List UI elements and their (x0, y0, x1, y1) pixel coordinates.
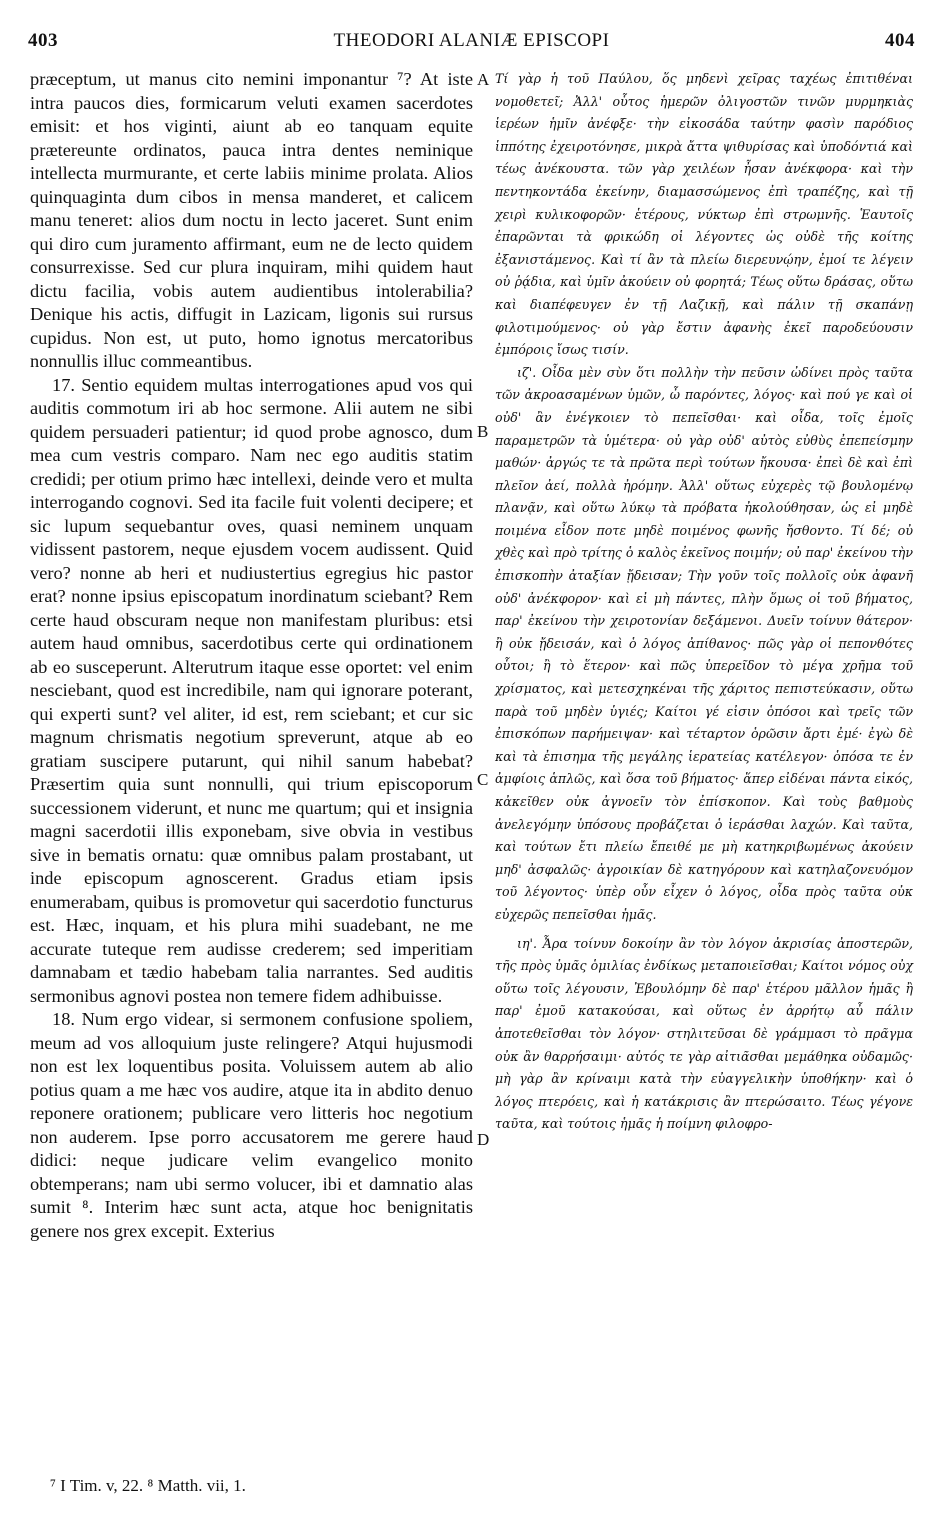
right-page-number: 404 (885, 30, 915, 51)
latin-paragraph-17: 17. Sentio equidem multas interrogationes apud vos qui auditis commotum iri ab hoc sermone. Alii autem ne sibi quidem persuaderi patientur; id quod probe agnosco, dum mea cum vestris comparo. Nam nec ego auditis statim credidi; per otium primo hæc intellexi, deinde vero et multa interrogando cognovi. Sed ita facile fuit volenti decipere; et sic lupum sequebantur oves, quasi neminem unquam vidissent pastorem, neque ejusdem vocem audissent. Quid vero? nonne ab heri et nudiustertius egregius hic pastor erat? nonne ipsius episcopatum inordinatum sciebant? Rem certe haud obscuram neque non manifestam pluribus: etsi autem haud omnibus, sacerdotibus certe qui ordinationem ab eo susceperunt. Alterutrum itaque esse oportet: vel enim nesciebant, quod est incredibile, nam qui ignorare poterant, qui experti sunt? vel aliter, id est, rem sciebant; et cur sic magnum chrismatis negotium spreverunt, atque ab eo gratiam suscipere putarunt, qui nihil sanum habebat? Præsertim quia sunt nonnulli, qui trium episcoporum successionem viderunt, et nunc me quartum; qui et insignia magni sacerdotii illis exponebam, sive obvia in vestibus sive in bematis ornatu: quæ omnibus palam prostabant, ut inde episcopum agnoscerent. Gradus etiam ipsis enumerabam, quibus is promovetur qui sacerdotio functurus est. Hæc, inquam, et his plura mihi suadebant, ne me accurate tuteque rem audisse crederem; sed imperitiam damnabam et tædio habebam talia narrantes. Sed auditis sermonibus agnovi postea non temere fidem adhibuisse. (30, 374, 473, 1006)
greek-paragraph-18: ιη'. Ἆρα τοίνυν δοκοίην ἂν τὸν λόγον ἀκρισίας ἀποστερῶν, τῆς πρὸς ὑμᾶς ὁμιλίας ἐνδίκως μεταποιεῖσθαι; Καίτοι νόμος οὐχ οὕτω τοῖς λέγουσιν, Ἐβουλόμην δὲ παρ' ἑτέρου μᾶλλον ἡμᾶς ἢ παρ' ἐμοῦ κατακούσαι, καὶ οὕτως ἐν ἀρρήτῳ αὖ πάλιν ἀποτεθεῖσθαι τὸν λόγον· στηλιτεῦσαι δὲ γράμμασι τὸ πρᾶγμα οὐκ ἂν θαρρήσαιμι· αὐτός τε γὰρ αἰτιᾶσθαι μεμάθηκα οὐδαμῶς· μὴ γὰρ ἂν κρίναιμι κατὰ τὴν εὐαγγελικὴν ὑποθήκην· καὶ ὁ λόγος πτερόεις, καὶ ἡ κατάκρισις ἂν πτερώσαιτο. Τέως γέγονε ταῦτα, καὶ τούτοις ἡμᾶς ἡ ποίμνη φιλοφρο- (495, 935, 913, 1132)
margin-letter-b: B (477, 422, 489, 441)
margin-letter-a: A (477, 70, 490, 89)
running-title: THEODORI ALANIÆ EPISCOPI (333, 30, 610, 51)
greek-paragraph-1: Τί γὰρ ἡ τοῦ Παύλου, ὅς μηδενὶ χεῖρας ταχέως ἐπιτιθέναι νομοθετεῖ; Ἀλλ' οὗτος ἡμερῶν ὀλιγοστῶν τινῶν μυρμηκιὰς ἱερέων ἡμῖν ἀνέφξε· τὴν εἰκοσάδα ταύτην φασὶν παρόδιος ἱππότης ἐχειροτόνησε, μικρὰ ἄττα ψιθυρίσας καὶ ὑποδόντιά καὶ τέως ἀνέκουστα. τῶν γὰρ χειλέων ἦσαν ἀνέκφορα· καὶ τὴν πεντηκοντάδα ἐκείνην, διαμασσώμενος ἐπὶ τραπέζης, καὶ τῇ χειρὶ κυλικοφορῶν· ἑτέρους, νύκτωρ ἐπὶ στρωμνῆς. Ἑαυτοῖς ἐπαρῶνται τὰ φρικώδη οἱ λέγοντες ὡς οὐδὲ τῆς κοίτης ἐξανιστάμενος. Καὶ τί ἂν τὰ πλείω διερευνῴην, ἐμοί τε λέγειν οὐ ῥᾴδια, καὶ ὑμῖν ἀκούειν οὐ φορητά; Τέως οὕτω δράσας, οὕτω καὶ διαπέφευγεν ἐν τῇ Λαζικῇ, καὶ πάλιν τῇ σκαπάνῃ φιλοτιμούμενος· οὐ γὰρ ἔστιν ἀφανὴς ἐκεῖ παροδεύουσιν ἐμπόροις ἴσως τισίν. (495, 71, 913, 358)
left-page-number: 403 (28, 30, 58, 51)
margin-letter-d: D (477, 1130, 490, 1149)
greek-column (495, 68, 913, 1136)
greek-paragraph-17: ιζ'. Οἶδα μὲν σὺν ὅτι πολλὴν τὴν πεῦσιν ὠδίνει πρὸς ταῦτα τῶν ἀκροασαμένων ὑμῶν, ὦ παρόντες, λόγος· καὶ πού γε καὶ οἱ οὐδ' ἂν ἐνέγκοιεν τὸ πεπεῖσθαι· καὶ οἶδα, τοῖς ἐμοῖς παραμετρῶν τὰ ὑμέτερα· οὐ γὰρ οὐδ' αὐτὸς εὐθὺς ἐπεπείσμην μαθών· ἀργώς τε τὰ πρῶτα περὶ τούτων ἤκουσα· ἐπεὶ δὲ καὶ ἐπὶ πλεῖον ἀεί, πολλὰ ἠρόμην. Ἀλλ' οὕτως εὐχερὲς τῷ βουλομένῳ πλανᾷν, καὶ οὕτω λύκῳ τὰ πρόβατα ἠκολούθησαν, ὡς εἰ μηδὲ ποιμένα εἶδον ποτε μηδὲ ποιμένος φωνῆς ἤσθοντο. Τί δέ; οὐ χθὲς καὶ πρὸ τρίτης ὁ καλὸς ἐκεῖνος ποιμήν; οὐ παρ' ἐκείνου τὴν ἐπισκοπὴν ἀταξίαν ᾔδεισαν; Τὴν γοῦν τοῖς πολλοῖς οὐκ ἀφανῆ οὐδ' ἀνέκφορον· καὶ εἰ μὴ πάντες, πλὴν ὅμως οἱ τοῦ βήματος, παρ' ἐκείνου τὴν χειροτονίαν δεξάμενοι. Δυεῖν τοίνυν θάτερον· ἢ οὐκ ᾔδεισάν, καὶ ὁ λόγος ἀπίθανος· πῶς γὰρ οἱ πεπονθότες οὗτοι; ἢ τὸ ἕτερον· καὶ πῶς ὑπερεῖδον τὸ μέγα χρῆμα τοῦ χρίσματος, καὶ μετεσχηκέναι τῆς χάριτος πεπιστεύκασιν, οὕτω παρὰ τοῦ μηδὲν ὑγιές; Καίτοι γέ εἰσιν ὁπόσοι καὶ τρεῖς τῶν ἐπισκόπων παρήμειψαν· καὶ τέταρτον ὁρῶσιν ἄρτι ἐμέ· ἐγὼ δὲ καὶ τὰ ἐπισημα τῆς μεγάλης ἱερατείας κατέλεγον· ὁπόσα τε ἐν ἀμφίοις ἁπλῶς, καὶ ὅσα τοῦ βήματος· ἅπερ εἰδέναι πάντα εἰκός, κἀκεῖθεν οὐκ ἀγνοεῖν τὸν ἐπίσκοπον. Καὶ τοὺς βαθμοὺς ἀνελεγόμην ὑπόσους προβάζεται ὁ ἱεράσθαι λαχών. Καὶ ταῦτα, καὶ τούτων ἔτι πλείω ἔπειθέ με μὴ κατηκριβωμένως ἀκούειν μηδ' ἀσφαλῶς· ἀγροικίαν δὲ κατηγόρουν καὶ κατηλαζονευόμον τοῦ λέγοντος· ὑπὲρ οὖν εἶχεν ὁ λόγος, οἶδα πρὸς ταῦτα οὐκ εὐχερῶς πεπεῖσθαι ἡμᾶς. (495, 364, 913, 922)
latin-column (30, 68, 473, 1243)
latin-paragraph-1: præceptum, ut manus cito nemini imponantur ⁷? At iste intra paucos dies, formicarum veluti examen sacerdotes emisit: et hos viginti, aiunt ab eo tanquam equite prætereunte ordinatos, pauca intra dentes neminique intellecta murmurante, et certe labiis minime prolata. Alios quinquaginta dum cibos in mensa manderet, et calicem manu teneret: alios dum noctu in lecto jaceret. Sunt enim qui diro cum juramento affirmant, eum ne de lecto quidem consurrexisse. Sed cur plura inquiram, mihi quidem haut dictu facilia, vobis autem audientibus intolerabilia? Denique his actis, diffugit in Lazicam, ligonis sui rursus cupidus. Non est, ut puto, homo ignotus mercatoribus nonnullis illuc commeantibus. (30, 69, 473, 371)
margin-letter-c: C (477, 770, 489, 789)
footnotes: ⁷ I Tim. v, 22. ⁸ Matth. vii, 1. (50, 1476, 246, 1495)
latin-paragraph-18: 18. Num ergo videar, si sermonem confusione spoliem, meum ad vos alloquium juste relingere? Atqui hujusmodi non est lex loquentibus posita. Voluissem autem ab alio potius quam a me hæc vos audire, atque ita in abdito denuo reponere orationem; publicare vero litteris hoc negotium non auderem. Ipse porro accusatorem me gerere haud didici: neque judicare velim evangelico monito obtemperans; nam ubi sermo volucer, ibi et damnatio alas sumit ⁸. Interim hæc sunt acta, atque hoc benignitatis genere nos grex excepit. Exterius (30, 1009, 473, 1241)
page-header (28, 30, 915, 60)
